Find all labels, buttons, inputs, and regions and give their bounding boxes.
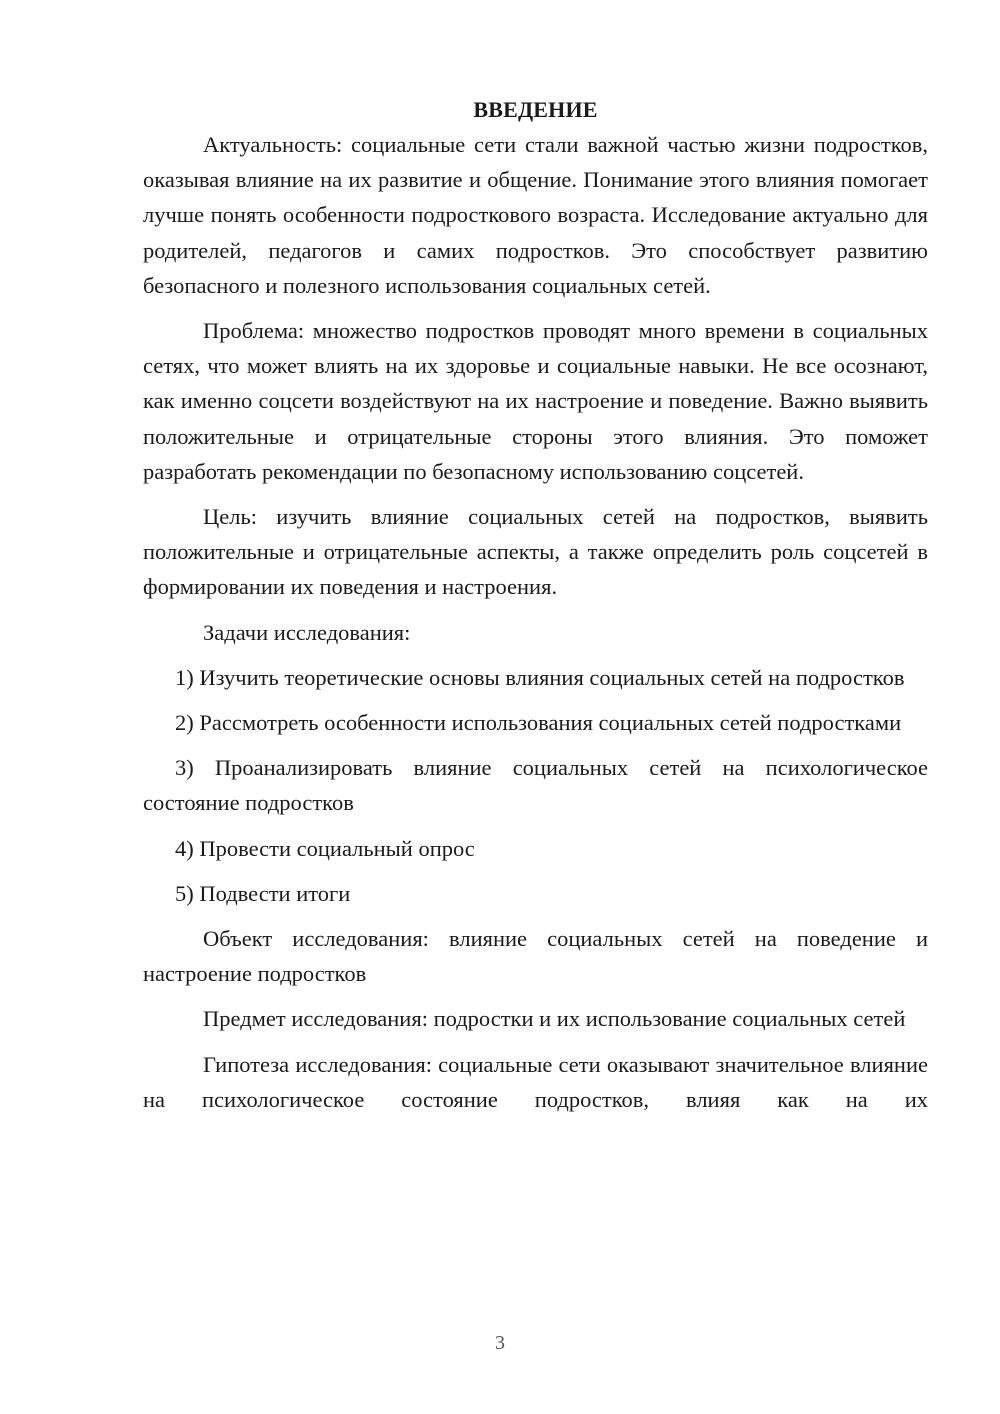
paragraph-tasks-heading: Задачи исследования: — [203, 619, 411, 645]
task-item-2: 2) Рассмотреть особенности использования социальных сетей подростками — [175, 710, 902, 736]
paragraph-relevance: Актуальность: социальные сети стали важной частью жизни подростков, оказывая влияние на их развитие и общение. Понимание этого влияния помогает лучше понять особенности подросткового возраста. Исследование актуально для родителей, педагогов и самих подростков. Это способствует развитию безопасного и полезного использования социальных сетей. — [143, 132, 928, 298]
task-item-4: 4) Провести социальный опрос — [175, 835, 475, 861]
task-item-1: 1) Изучить теоретические основы влияния социальных сетей на подростков — [175, 664, 905, 690]
paragraph-problem: Проблема: множество подростков проводят много времени в социальных сетях, что может влиять на их здоровье и социальные навыки. Не все осознают, как именно соцсети воздействуют на их настроение и поведение. Важно выявить положительные и отрицательные стороны этого влияния. Это поможет разработать рекомендации по безопасному использованию соцсетей. — [143, 318, 928, 484]
page-number: 3 — [495, 1332, 505, 1354]
task-item-5: 5) Подвести итоги — [175, 880, 351, 906]
paragraph-hypothesis: Гипотеза исследования: социальные сети оказывают значительное влияние на психологическое состояние подростков, влияя как на их — [143, 1051, 928, 1112]
paragraph-subject: Предмет исследования: подростки и их использование социальных сетей — [203, 1006, 906, 1032]
task-item-3: 3) Проанализировать влияние социальных сетей на психологическое состояние подростков — [143, 755, 928, 816]
paragraph-goal: Цель: изучить влияние социальных сетей на подростков, выявить положительные и отрицательные аспекты, а также определить роль соцсетей в формировании их поведения и настроения. — [143, 504, 928, 600]
paragraph-object: Объект исследования: влияние социальных сетей на поведение и настроение подростков — [143, 926, 928, 987]
section-title: ВВЕДЕНИЕ — [473, 97, 598, 122]
document-page — [143, 92, 928, 1127]
